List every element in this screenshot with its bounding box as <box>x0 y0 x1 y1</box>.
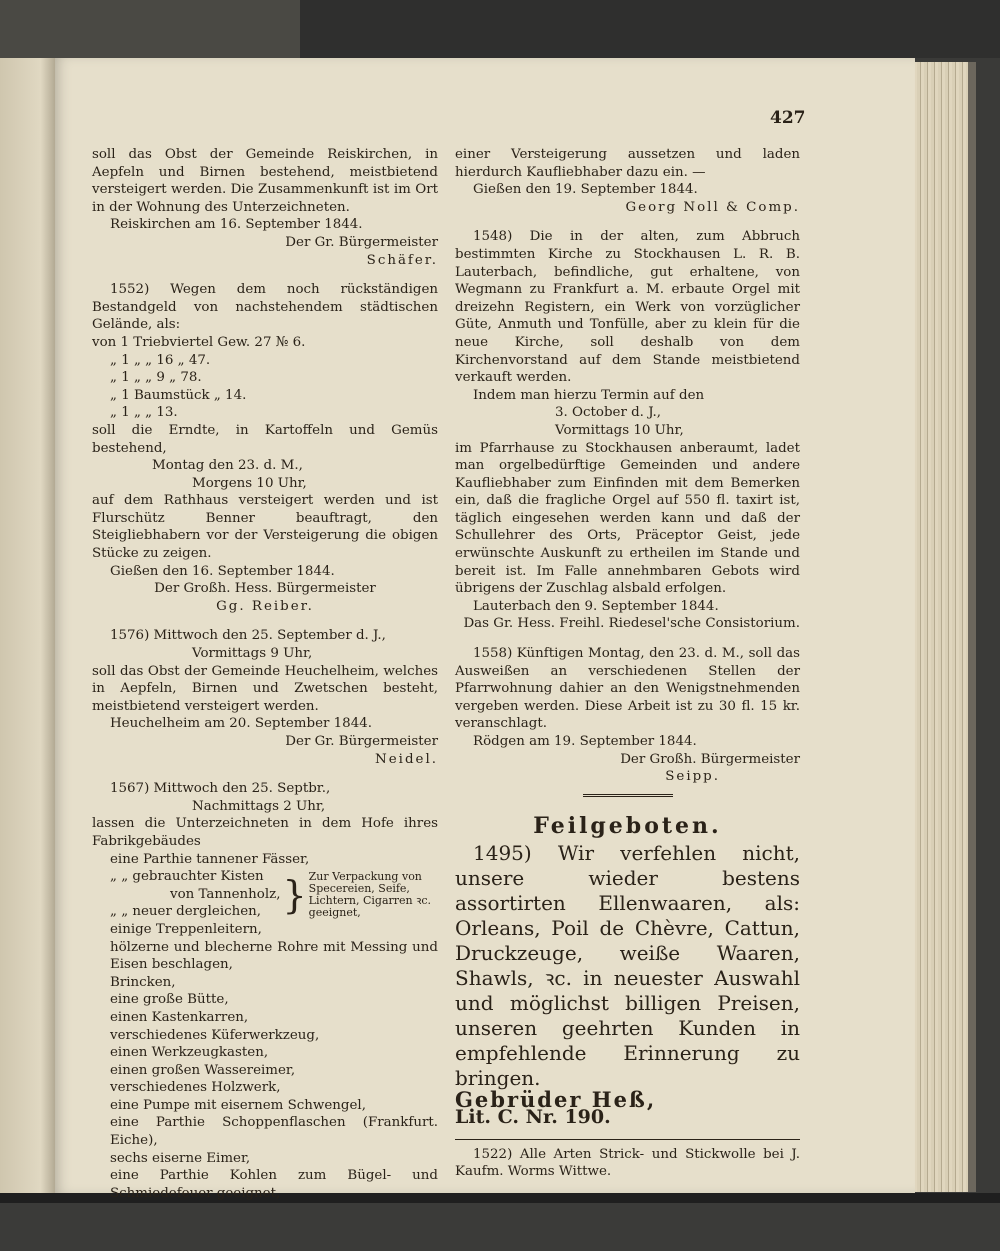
facing-page-edge <box>0 58 58 1198</box>
notice-signature-name: Gg. Reiber. <box>216 598 314 614</box>
notice-reiskirchen: soll das Obst der Gemeinde Reiskirchen, in Aepfeln und Birnen bestehend, meistbietend versteigert werden. Die Zusammenkunft ist im Ort in der Wohnung des Unterzeichneten. <box>92 147 438 215</box>
left-column <box>92 146 438 1202</box>
item-row: einen Werkzeugkasten, <box>110 1045 269 1061</box>
item-row: einen großen Wassereimer, <box>110 1062 296 1078</box>
notice-1552-time: Morgens 10 Uhr, <box>192 475 307 491</box>
item-row: verschiedenes Küferwerkzeug, <box>110 1027 320 1043</box>
land-row: „ 1 „ „ 16 „ 47. <box>110 352 211 368</box>
item-row: eine Parthie tannener Fässer, <box>110 851 310 867</box>
notice-1558: 1558) Künftigen Montag, den 23. d. M., soll das Ausweißen an verschiedenen Stellen der Pfarrwohnung dahier an den Wenigstnehmenden vergeben werden. Diese Arbeit ist zu 30 fl. 15 kr. veranschlagt. <box>455 646 800 732</box>
section-heading: Feilgeboten. <box>533 812 722 839</box>
page-stack-edges <box>910 62 974 1192</box>
notice-1552-harvest: soll die Erndte, in Kartoffeln und Gemüs bestehend, <box>92 422 438 456</box>
land-row: „ 1 „ „ 13. <box>110 405 178 421</box>
notice-1552: 1552) Wegen dem noch rückständigen Bestandgeld von nachstehendem städtischen Gelände, als: <box>92 282 438 333</box>
item-row: einige Treppenleitern, <box>110 921 262 937</box>
item-row: Brincken, <box>110 974 176 990</box>
item-row: hölzerne und blecherne Rohre mit Messing und Eisen beschlagen, <box>110 939 438 973</box>
notice-1552-body: auf dem Rathhaus versteigert werden und ist Flurschütz Benner beauftragt, den Steigliebhabern vor der Versteigerung die obigen Stücke zu zeigen. <box>92 493 438 562</box>
right-column <box>455 146 800 1181</box>
notice-place-date: Gießen den 19. September 1844. <box>473 182 698 198</box>
notice-place-date: Lauterbach den 9. September 1844. <box>473 598 719 614</box>
notice-signature-title: Der Gr. Bürgermeister <box>285 234 438 250</box>
item-row: eine Parthie Schoppenflaschen (Frankfurt. Eiche), <box>110 1115 438 1149</box>
notice-continued: einer Versteigerung aussetzen und laden hierdurch Kaufliebhaber dazu ein. — <box>455 147 800 180</box>
notice-1522: 1522) Alle Arten Strick- und Stickwolle bei J. Kaufm. Worms Wittwe. <box>455 1146 800 1180</box>
notice-1548-date: 3. October d. J., <box>555 405 662 421</box>
item-row: von Tannenholz, <box>170 886 281 902</box>
notice-1548-term: Indem man hierzu Termin auf den <box>473 387 705 403</box>
notice-signature-title: Das Gr. Hess. Freihl. Riedesel'sche Consistorium. <box>463 616 800 632</box>
land-row: „ 1 „ „ 9 „ 78. <box>110 370 202 386</box>
notice-signature-title: Der Großh. Hess. Bürgermeister <box>154 581 376 597</box>
notice-1548-time: Vormittags 10 Uhr, <box>555 422 684 438</box>
notice-signature-name: Neidel. <box>375 751 438 767</box>
scan-background-top-left <box>0 0 300 58</box>
notice-signature-name: Schäfer. <box>366 252 438 268</box>
notice-place-date: Reiskirchen am 16. September 1844. <box>110 217 363 233</box>
item-row: einen Kastenkarren, <box>110 1009 249 1025</box>
notice-place-date: Rödgen am 19. September 1844. <box>473 734 697 749</box>
item-row: verschiedenes Holzwerk, <box>110 1080 281 1096</box>
notice-place-date: Gießen den 16. September 1844. <box>110 563 335 579</box>
notice-1548-body: im Pfarrhause zu Stockhausen anberaumt, ladet man orgelbedürftige Gemeinden und andere Kaufliebhaber zum Einfinden mit dem Bemerken ein, daß die fragliche Orgel auf 550 fl. taxirt ist, täglich eingesehen werden kann und daß der Schullehrer des Orts, Präceptor Geist, jede erwünschte Auskunft zu ertheilen im Stande und bereit ist. Im Falle annehmbaren Gebots wird übrigens der Zuschlag alsbald erfolgen. <box>455 440 800 597</box>
notice-1567-body: lassen die Unterzeichneten in dem Hofe ihres Fabrikgebäudes <box>92 816 438 849</box>
item-row: eine Pumpe mit eisernem Schwengel, <box>110 1097 366 1113</box>
page-number: 427 <box>770 108 806 128</box>
section-divider <box>583 794 673 800</box>
bracket-note: Zur Verpackung von Specereien, Seife, Lichtern, Cigarren ꝛc. geeignet, <box>308 869 432 919</box>
notice-signature-name: Seipp. <box>665 769 720 785</box>
notice-signature-title: Der Großh. Bürgermeister <box>620 751 800 767</box>
notice-1548: 1548) Die in der alten, zum Abbruch bestimmten Kirche zu Stockhausen L. R. B. Lauterbach, befindliche, gut erhaltene, von Wegmann zu Frankfurt a. M. erbaute Orgel mit dreizehn Registern, ein Werk von vorzüglicher Güte, Anmuth und Tonfülle, aber zu klein für die neue Kirche, soll deshalb von dem Kirchenvorstand auf dem Stande meistbietend verkauft werden. <box>455 229 800 386</box>
bracketed-items <box>92 868 438 921</box>
land-row: von 1 Triebviertel Gew. 27 № 6. <box>92 334 306 350</box>
item-row: „ „ gebrauchter Kisten <box>110 869 264 885</box>
item-row: eine große Bütte, <box>110 992 229 1008</box>
item-row: sechs eiserne Eimer, <box>110 1150 251 1166</box>
advertisement-1495: 1495) Wir verfehlen nicht, unsere wieder bestens assortirten Ellenwaaren, als: Orleans, Poil de Chèvre, Cattun, Druckzeuge, weiße Waaren, Shawls, ꝛc. in neuester Auswahl und möglichst billigen Preisen, unseren geehrten Kunden in empfehlende Erinnerung zu bringen. <box>455 841 800 1091</box>
notice-signature-title: Der Gr. Bürgermeister <box>285 734 438 749</box>
notice-1552-date: Montag den 23. d. M., <box>152 458 303 474</box>
scan-background-top <box>0 0 1000 58</box>
notice-signature-name: Georg Noll & Comp. <box>625 199 800 215</box>
notice-place-date: Heuchelheim am 20. September 1844. <box>110 716 372 732</box>
item-row: „ „ neuer dergleichen, <box>110 904 262 920</box>
rule-line <box>455 1139 800 1140</box>
advertisement-signature: Gebrüder Heß, <box>455 1087 657 1113</box>
advertisement-address: Lit. C. Nr. 190. <box>455 1105 611 1128</box>
notice-1567-time: Nachmittags 2 Uhr, <box>192 798 326 814</box>
brace-glyph: } <box>282 872 307 917</box>
item-row: eine Parthie Kohlen zum Bügel- und Schmiedefeuer geeignet, <box>110 1168 438 1201</box>
notice-1576-time: Vormittags 9 Uhr, <box>192 646 313 662</box>
notice-1576: 1576) Mittwoch den 25. September d. J., <box>110 628 386 644</box>
notice-1576-body: soll das Obst der Gemeinde Heuchelheim, welches in Aepfeln, Birnen und Zwetschen besteht, meistbietend versteigert werden. <box>92 663 438 714</box>
notice-1567: 1567) Mittwoch den 25. Septbr., <box>110 781 331 797</box>
land-row: „ 1 Baumstück „ 14. <box>110 387 247 403</box>
page-stack-shadow <box>968 62 976 1192</box>
